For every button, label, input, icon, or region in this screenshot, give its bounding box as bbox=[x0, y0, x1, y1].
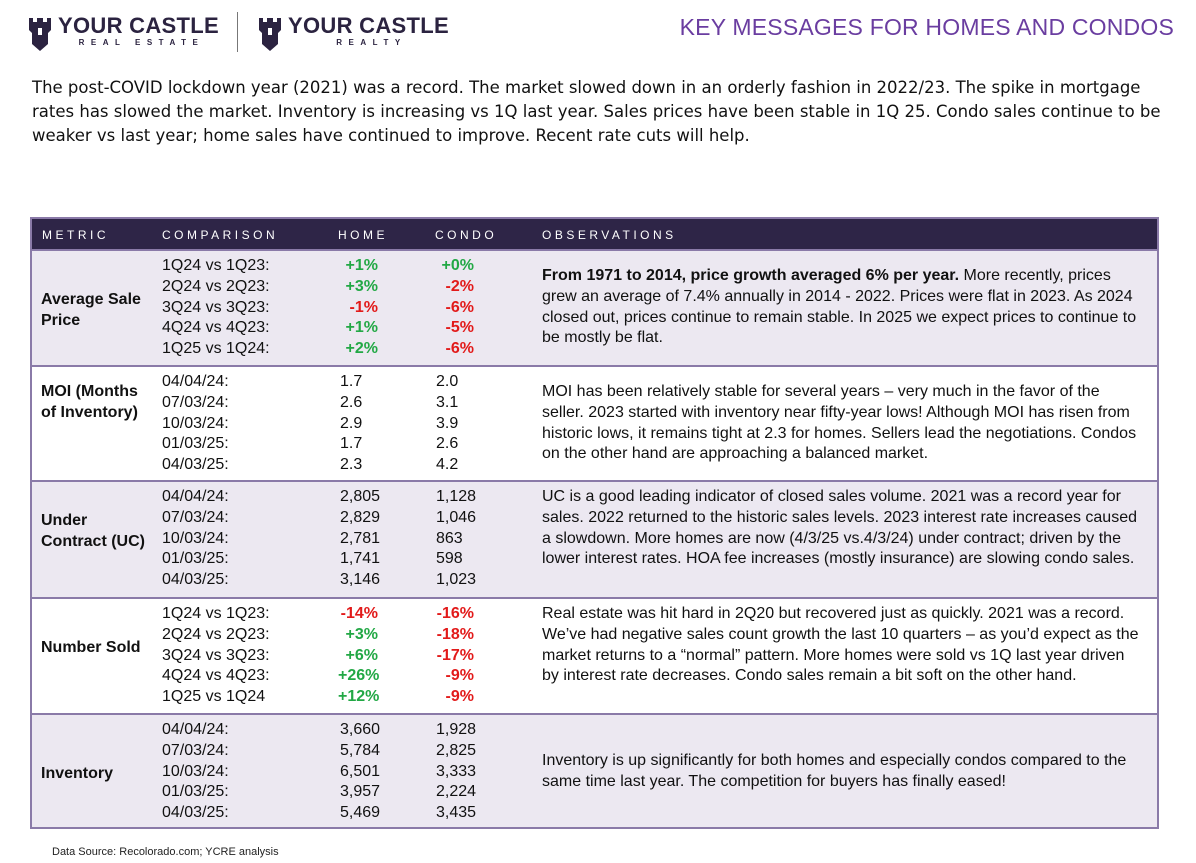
logo-subtitle: REALTY bbox=[336, 38, 407, 47]
condo-cell: 2.6 bbox=[436, 435, 459, 453]
condo-cell: -6% bbox=[445, 298, 474, 316]
condo-cell: 3,333 bbox=[436, 762, 477, 780]
home-cell: 2.3 bbox=[340, 456, 363, 474]
condo-cell: 3,435 bbox=[436, 804, 477, 822]
condo-cell: -18% bbox=[436, 625, 474, 643]
condo-cell: -5% bbox=[445, 319, 474, 337]
home-column bbox=[340, 487, 380, 591]
observation-text: Inventory is up significantly for both homes and especially condos compared to the same time last year. The competition for buyers has finally eased! bbox=[542, 752, 1127, 790]
condo-cell: -2% bbox=[445, 277, 474, 295]
home-cell: +3% bbox=[345, 277, 378, 295]
home-cell: 2,805 bbox=[340, 488, 381, 505]
home-cell: 1.7 bbox=[340, 435, 363, 453]
table-row bbox=[32, 597, 1157, 713]
condo-cell: 3.9 bbox=[436, 414, 459, 432]
table-row bbox=[32, 365, 1157, 480]
table-row bbox=[32, 249, 1157, 365]
key-messages-table bbox=[30, 217, 1159, 829]
home-cell: -1% bbox=[349, 298, 378, 316]
comparison-column bbox=[162, 720, 229, 824]
header-comparison: COMPARISON bbox=[162, 228, 279, 242]
condo-column bbox=[436, 720, 476, 824]
condo-cell: 2.0 bbox=[436, 373, 459, 390]
home-cell: 3,957 bbox=[340, 783, 381, 801]
observation-text: UC is a good leading indicator of closed sales volume. 2021 was a record year for sales. 2022 returned to the historic sales levels. 2023 interest rate increases caused a slowdown. More homes are now (4/3/25 vs.4/3/24) under contract; driven by the lower interest rates. HOA fee increases (mostly insurance) are slowing condo sales. bbox=[542, 488, 1137, 568]
condo-cell: 863 bbox=[436, 529, 463, 547]
comparison-cell: 10/03/24: bbox=[162, 414, 229, 432]
condo-cell: 2,825 bbox=[436, 741, 477, 759]
header-observations: OBSERVATIONS bbox=[542, 228, 677, 242]
condo-cell: 598 bbox=[436, 550, 463, 568]
comparison-cell: 04/04/24: bbox=[162, 373, 229, 390]
comparison-cell: 07/03/24: bbox=[162, 508, 229, 526]
condo-cell: -16% bbox=[436, 605, 474, 622]
home-cell: 3,146 bbox=[340, 571, 381, 589]
observation-body: More recently, prices grew an average of 7.4% annually in 2014 - 2022. Prices were flat in 2023. As 2024 closed out, prices continue to remain stable. In 2025 we expect prices to continue to be mostly be flat. bbox=[542, 267, 1137, 347]
comparison-cell: 07/03/24: bbox=[162, 393, 229, 411]
condo-column bbox=[436, 487, 476, 591]
comparison-cell: 01/03/25: bbox=[162, 435, 229, 453]
metric-label: Number Sold bbox=[41, 639, 141, 656]
comparison-cell: 04/03/25: bbox=[162, 804, 229, 822]
castle-icon bbox=[258, 14, 282, 52]
home-cell: +6% bbox=[345, 646, 378, 664]
condo-cell: -9% bbox=[445, 667, 474, 685]
observation-text: MOI has been relatively stable for several years – very much in the favor of the seller. 2023 started with inventory near fifty-year lows! Although MOI has risen from historic lows, it remains tight at 2.3 for homes. Sellers lead the negotiations. Condos on the other hand are approaching a balanced market. bbox=[542, 383, 1137, 463]
condo-cell: 2,224 bbox=[436, 783, 477, 801]
comparison-cell: 1Q25 vs 1Q24: bbox=[162, 340, 270, 358]
observation-text: Real estate was hit hard in 2Q20 but recovered just as quickly. 2021 was a record. We’ve had negative sales count growth the last 10 quarters – as you’d expect as the market returns to a “normal” pattern. More homes were sold vs 1Q last year driven by interest rate decreases. Condo sales remain a bit soft on the other hand. bbox=[542, 605, 1139, 685]
home-cell: 6,501 bbox=[340, 762, 381, 780]
intro-paragraph: The post-COVID lockdown year (2021) was a record. The market slowed down in an orderly fashion in 2022/23. The spike in mortgage rates has slowed the market. Inventory is increasing vs 1Q last year. Sales prices have been stable in 1Q 25. Condo sales continue to be weaker vs last year; home sales have continued to improve. Recent rate cuts will help. bbox=[32, 78, 1161, 145]
logo-realty bbox=[258, 14, 449, 52]
comparison-cell: 10/03/24: bbox=[162, 529, 229, 547]
metric-label: Average Sale Price bbox=[41, 291, 141, 329]
header-home: HOME bbox=[338, 228, 388, 242]
condo-cell: 1,128 bbox=[436, 488, 477, 505]
home-cell: 2,829 bbox=[340, 508, 381, 526]
comparison-cell: 07/03/24: bbox=[162, 741, 229, 759]
comparison-cell: 10/03/24: bbox=[162, 762, 229, 780]
comparison-cell: 04/04/24: bbox=[162, 721, 229, 738]
observation-text bbox=[542, 266, 1142, 349]
condo-column bbox=[436, 372, 458, 476]
table-header bbox=[32, 219, 1157, 249]
logo-subtitle: REAL ESTATE bbox=[78, 38, 205, 47]
home-cell: 2.9 bbox=[340, 414, 363, 432]
metric-label: Under Contract (UC) bbox=[41, 512, 145, 550]
condo-cell: 1,046 bbox=[436, 508, 477, 526]
comparison-cell: 3Q24 vs 3Q23: bbox=[162, 646, 270, 664]
page-title: KEY MESSAGES FOR HOMES AND CONDOS bbox=[679, 14, 1174, 40]
home-cell: +1% bbox=[345, 257, 378, 274]
observation-lead: From 1971 to 2014, price growth averaged 6% per year. bbox=[542, 267, 960, 284]
home-column bbox=[338, 256, 378, 360]
comparison-column bbox=[162, 487, 229, 591]
comparison-cell: 01/03/25: bbox=[162, 550, 229, 568]
home-cell: 1,741 bbox=[340, 550, 381, 568]
comparison-cell: 2Q24 vs 2Q23: bbox=[162, 625, 270, 643]
home-cell: +1% bbox=[345, 319, 378, 337]
comparison-cell: 1Q24 vs 1Q23: bbox=[162, 605, 270, 622]
condo-cell: +0% bbox=[441, 257, 474, 274]
data-source-note: Data Source: Recolorado.com; YCRE analysis bbox=[52, 846, 279, 858]
home-cell: +26% bbox=[338, 667, 380, 685]
logo-name: YOUR CASTLE bbox=[288, 13, 449, 38]
comparison-cell: 04/04/24: bbox=[162, 488, 229, 505]
comparison-column bbox=[162, 372, 229, 476]
condo-cell: 4.2 bbox=[436, 456, 459, 474]
condo-column bbox=[434, 604, 474, 708]
home-cell: +12% bbox=[338, 688, 380, 706]
comparison-cell: 01/03/25: bbox=[162, 783, 229, 801]
table-row bbox=[32, 713, 1157, 827]
comparison-cell: 4Q24 vs 4Q23: bbox=[162, 319, 270, 337]
condo-cell: -17% bbox=[436, 646, 474, 664]
home-cell: 1.7 bbox=[340, 373, 363, 390]
home-cell: 2,781 bbox=[340, 529, 381, 547]
home-cell: -14% bbox=[340, 605, 378, 622]
metric-label: Inventory bbox=[41, 765, 114, 782]
table-row bbox=[32, 480, 1157, 597]
condo-column bbox=[434, 256, 474, 360]
comparison-cell: 4Q24 vs 4Q23: bbox=[162, 667, 270, 685]
home-cell: +2% bbox=[345, 340, 378, 358]
home-cell: 5,469 bbox=[340, 804, 381, 822]
home-column bbox=[340, 372, 362, 476]
header-condo: CONDO bbox=[435, 228, 498, 242]
condo-cell: -6% bbox=[445, 340, 474, 358]
logo-divider bbox=[237, 12, 238, 52]
comparison-column bbox=[162, 604, 270, 708]
home-column bbox=[340, 720, 380, 824]
castle-icon bbox=[28, 14, 52, 52]
comparison-cell: 3Q24 vs 3Q23: bbox=[162, 298, 270, 316]
comparison-column bbox=[162, 256, 270, 360]
comparison-cell: 04/03/25: bbox=[162, 456, 229, 474]
home-cell: 3,660 bbox=[340, 721, 381, 738]
condo-cell: 1,023 bbox=[436, 571, 477, 589]
home-cell: 5,784 bbox=[340, 741, 381, 759]
comparison-cell: 2Q24 vs 2Q23: bbox=[162, 277, 270, 295]
comparison-cell: 1Q24 vs 1Q23: bbox=[162, 257, 270, 274]
home-cell: +3% bbox=[345, 625, 378, 643]
condo-cell: 1,928 bbox=[436, 721, 477, 738]
home-column bbox=[338, 604, 378, 708]
condo-cell: 3.1 bbox=[436, 393, 459, 411]
condo-cell: -9% bbox=[445, 688, 474, 706]
header-metric: METRIC bbox=[42, 228, 109, 242]
comparison-cell: 1Q25 vs 1Q24 bbox=[162, 688, 266, 706]
home-cell: 2.6 bbox=[340, 393, 363, 411]
metric-label: MOI (Months of Inventory) bbox=[41, 383, 138, 421]
logo-name: YOUR CASTLE bbox=[58, 13, 219, 38]
comparison-cell: 04/03/25: bbox=[162, 571, 229, 589]
logo-real-estate bbox=[28, 14, 219, 52]
